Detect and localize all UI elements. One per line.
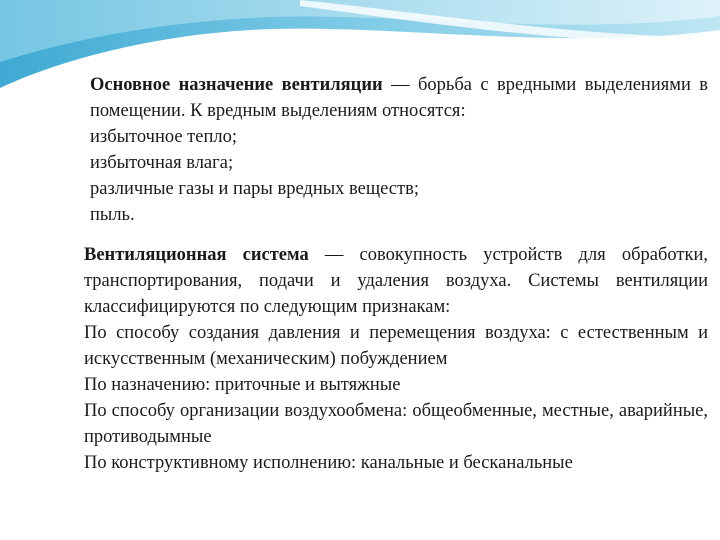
harmful-item: избыточная влага; — [90, 153, 234, 173]
ventilation-system-block — [84, 242, 708, 476]
ventilation-purpose-block — [90, 72, 708, 228]
classification-item: По конструктивному исполнению: канальные и бесканальные — [84, 453, 573, 473]
term-ventilation-purpose: Основное назначение вентиляции — [90, 75, 383, 95]
harmful-item: пыль. — [90, 205, 135, 225]
ventilation-system-paragraph — [84, 242, 708, 320]
classification-item: По назначению: приточные и вытяжные — [84, 375, 401, 395]
term-ventilation-system: Вентиляционная система — [84, 245, 309, 265]
harmful-item: избыточное тепло; — [90, 127, 237, 147]
harmful-item: различные газы и пары вредных веществ; — [90, 179, 419, 199]
system-definition: — совокупность устройств для обработки, транспортирования, подачи и удаления воздуха. Системы вентиляции классифицируются по следующим признакам: — [84, 245, 708, 317]
purpose-definition: — борьба с вредными выделениями в помещении. К вредным выделениям относятся: — [90, 75, 709, 121]
ventilation-purpose-paragraph — [90, 72, 708, 124]
classification-item: По способу создания давления и перемещения воздуха: с естественным и искусственным (механическим) побуждением — [84, 323, 708, 369]
classification-item: По способу организации воздухообмена: общеобменные, местные, аварийные, противодымные — [84, 401, 708, 447]
